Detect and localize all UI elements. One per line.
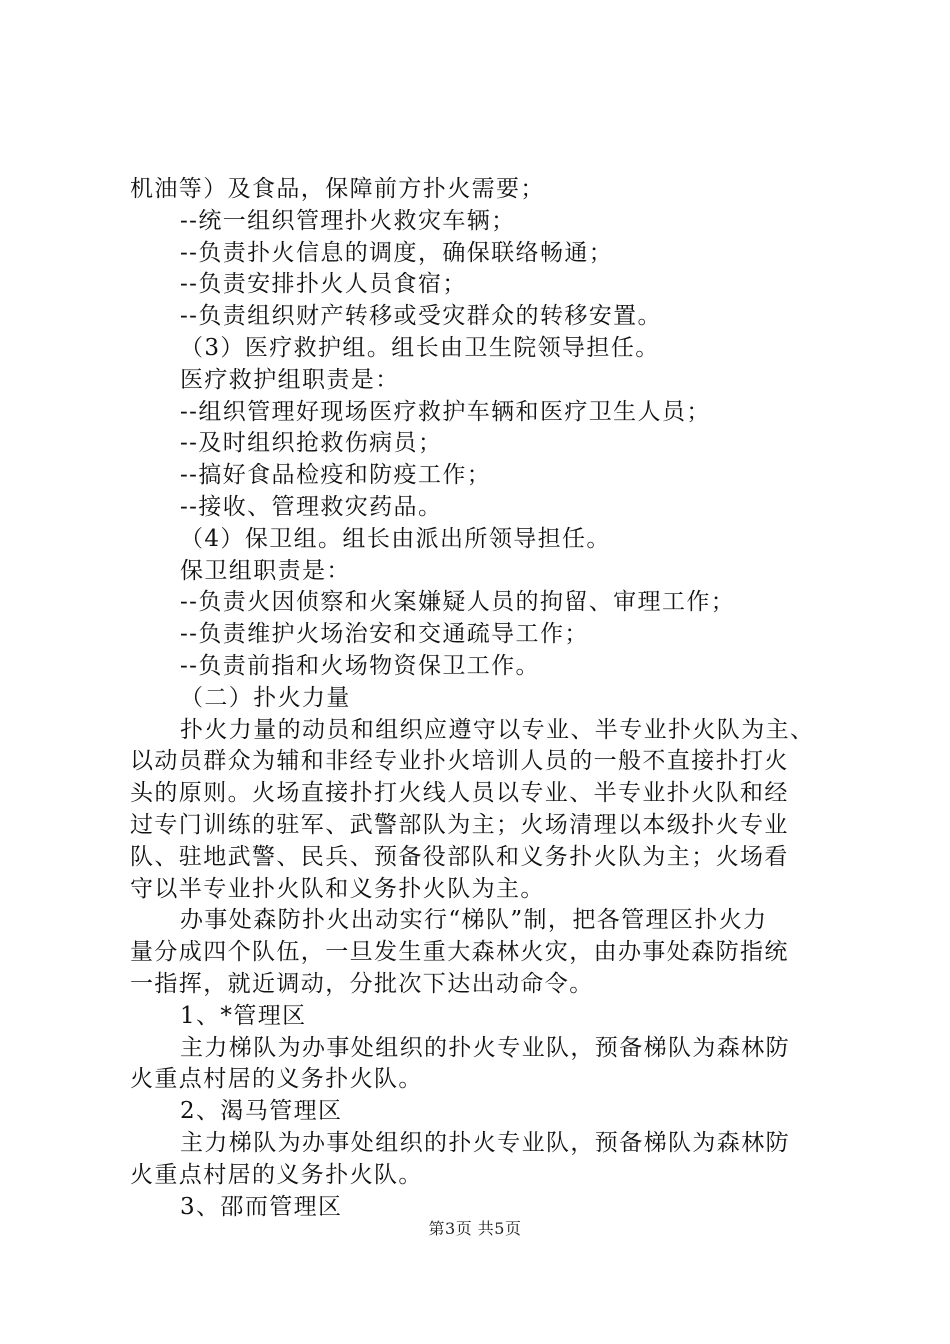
text-line: 机油等）及食品，保障前方扑火需要； xyxy=(130,176,545,202)
section-heading-medical: （3）医疗救护组。组长由卫生院领导担任。 xyxy=(180,334,660,361)
duty-item: --统一组织管理扑火救灾车辆； xyxy=(180,207,516,234)
duty-item: --负责组织财产转移或受灾群众的转移安置。 xyxy=(180,303,662,330)
duty-item: --负责维护火场治安和交通疏导工作； xyxy=(180,621,589,648)
paragraph-zone-2 xyxy=(130,1128,830,1192)
duty-item: --负责火因侦察和火案嫌疑人员的拘留、审理工作； xyxy=(180,589,736,616)
paragraph-line: 火重点村居的义务扑火队。 xyxy=(130,1066,423,1093)
duty-heading-medical: 医疗救护组职责是： xyxy=(180,366,400,393)
paragraph-line: 主力梯队为办事处组织的扑火专业队，预备梯队为森林防 xyxy=(180,1034,790,1061)
paragraph-line: 办事处森防扑火出动实行“梯队”制，把各管理区扑火力 xyxy=(180,907,768,934)
section-heading-force: （二）扑火力量 xyxy=(180,684,351,711)
paragraph-line: 以动员群众为辅和非经专业扑火培训人员的一般不直接扑打火 xyxy=(130,748,789,775)
paragraph-zone-1 xyxy=(130,1033,830,1097)
duty-heading-security: 保卫组职责是： xyxy=(180,557,351,584)
duty-item: --负责扑火信息的调度，确保联络畅通； xyxy=(180,239,614,266)
duty-item: --负责前指和火场物资保卫工作。 xyxy=(180,652,540,679)
paragraph-line: 过专门训练的驻军、武警部队为主；火场清理以本级扑火专业 xyxy=(130,811,789,838)
duty-item: --接收、管理救灾药品。 xyxy=(180,493,443,520)
paragraph-line: 一指挥，就近调动，分批次下达出动命令。 xyxy=(130,970,594,997)
paragraph-force xyxy=(130,715,830,906)
section-heading-security: （4）保卫组。组长由派出所领导担任。 xyxy=(180,525,611,552)
paragraph-line: 头的原则。火场直接扑打火线人员以专业、半专业扑火队和经 xyxy=(130,780,789,807)
page-footer: 第3页 共5页 xyxy=(428,1219,522,1238)
zone-heading-1: 1、*管理区 xyxy=(180,1002,307,1029)
zone-heading-2: 2、渴马管理区 xyxy=(180,1098,343,1125)
paragraph-line: 守以半专业扑火队和义务扑火队为主。 xyxy=(130,875,545,902)
paragraph-ladder xyxy=(130,905,830,1000)
zone-heading-3: 3、邵而管理区 xyxy=(180,1193,343,1220)
duty-item: --及时组织抢救伤病员； xyxy=(180,430,443,457)
paragraph-line: 量分成四个队伍，一旦发生重大森林火灾，由办事处森防指统 xyxy=(130,939,789,966)
paragraph-line: 火重点村居的义务扑火队。 xyxy=(130,1161,423,1188)
paragraph-line: 扑火力量的动员和组织应遵守以专业、半专业扑火队为主、 xyxy=(180,716,815,743)
paragraph-line: 主力梯队为办事处组织的扑火专业队，预备梯队为森林防 xyxy=(180,1129,790,1156)
duty-item: --组织管理好现场医疗救护车辆和医疗卫生人员； xyxy=(180,398,711,425)
body-text xyxy=(130,174,830,1223)
paragraph-line: 队、驻地武警、民兵、预备役部队和义务扑火队为主；火场看 xyxy=(130,843,789,870)
duty-item: --负责安排扑火人员食宿； xyxy=(180,271,467,298)
duty-item: --搞好食品检疫和防疫工作； xyxy=(180,462,492,489)
